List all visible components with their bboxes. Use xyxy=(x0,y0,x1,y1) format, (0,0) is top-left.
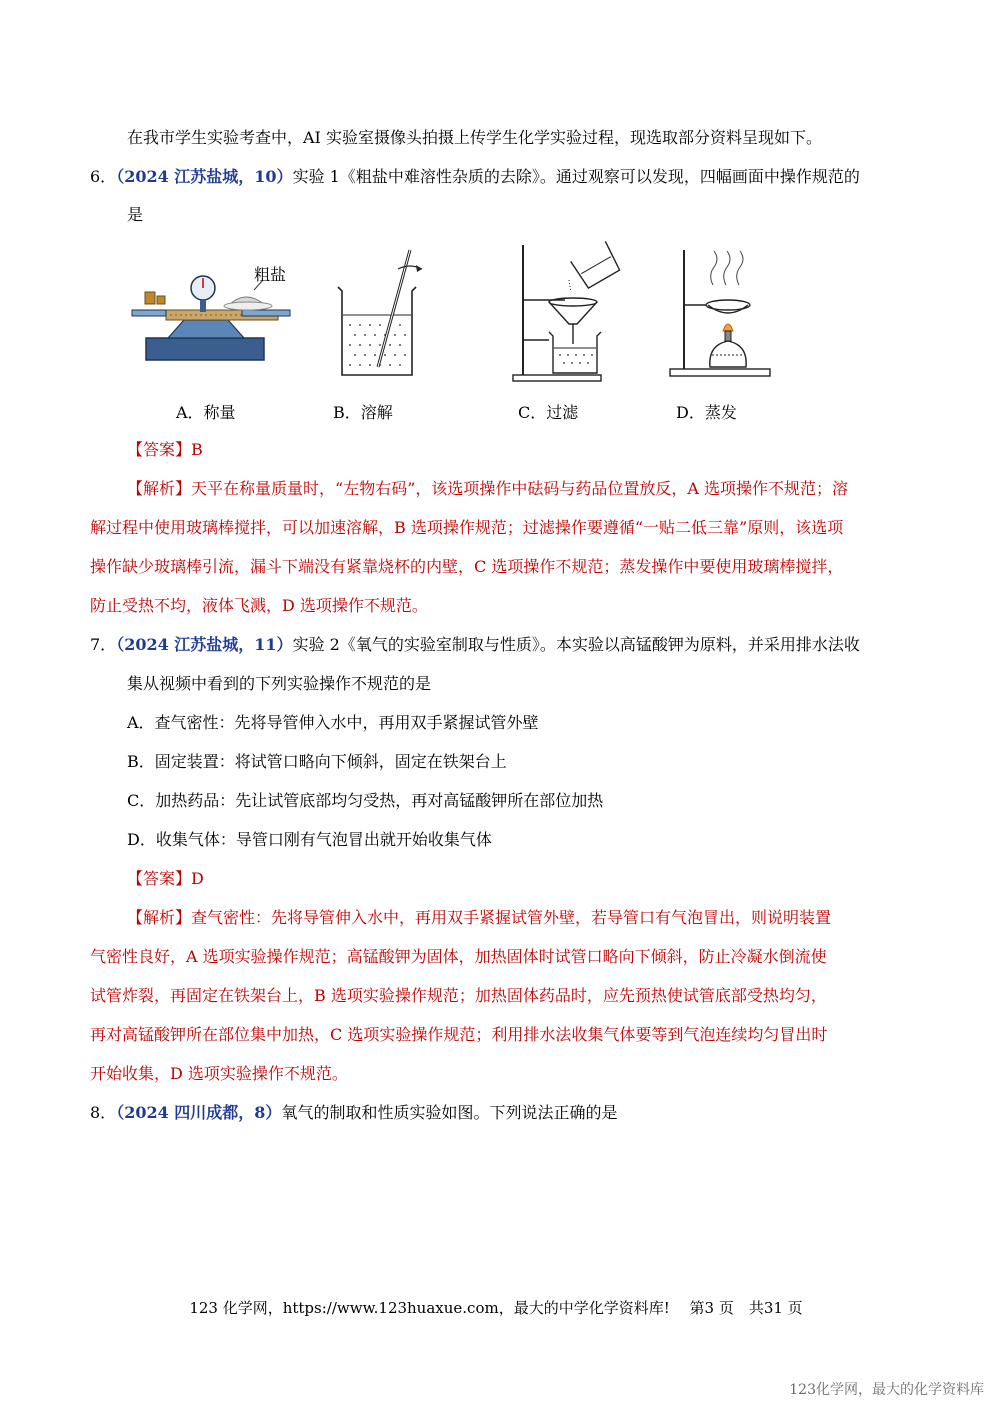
question-7-option-d: D．收集气体：导管口刚有气泡冒出就开始收集气体 xyxy=(127,830,492,849)
intro-text: 在我市学生实验考查中，AI 实验室摄像头拍摄上传学生化学实验过程，现选取部分资料呈现如下。 xyxy=(127,128,822,147)
question-6-analysis-line-3: 操作缺少玻璃棒引流，漏斗下端没有紧靠烧杯的内壁，C 选项操作不规范；蒸发操作中要使用玻璃棒搅拌， xyxy=(90,557,844,576)
question-8-source: （2024 四川成都，8） xyxy=(116,1103,282,1122)
question-6-number: 6． xyxy=(90,167,117,186)
question-7-answer xyxy=(127,868,204,890)
question-7-line-1 xyxy=(90,634,860,656)
site-watermark: 123化学网，最大的化学资料库 xyxy=(789,1382,984,1398)
question-6-line-1 xyxy=(90,166,860,188)
answer-tag: 【答案】 xyxy=(127,869,192,888)
evaporation-illustration xyxy=(668,245,778,380)
question-8-stem: 氧气的制取和性质实验如图。下列说法正确的是 xyxy=(281,1103,618,1122)
question-6-stem: 实验 1《粗盐中难溶性杂质的去除》。通过观察可以发现，四幅画面中操作规范的 xyxy=(292,167,860,186)
question-7-analysis-line-2: 气密性良好，A 选项实验操作规范；高锰酸钾为固体，加热固体时试管口略向下倾斜，防止冷凝水倒流使 xyxy=(90,947,827,966)
question-6-analysis-line-2: 解过程中使用玻璃棒搅拌，可以加速溶解，B 选项操作规范；过滤操作要遵循“一贴二低三靠”原则，该选项 xyxy=(90,518,844,537)
crude-salt-label: 粗盐 xyxy=(254,265,287,284)
question-7-source: （2024 江苏盐城，11） xyxy=(116,635,293,654)
question-8-line-1 xyxy=(90,1102,617,1124)
question-6-stem-cont: 是 xyxy=(127,205,144,224)
question-7-analysis-line-4: 再对高锰酸钾所在部位集中加热，C 选项实验操作规范；利用排水法收集气体要等到气泡连续均匀冒出时 xyxy=(90,1025,828,1044)
question-6-analysis-line-4: 防止受热不均，液体飞溅，D 选项操作不规范。 xyxy=(90,596,428,615)
analysis-tag: 【解析】 xyxy=(127,908,192,927)
option-c-filtering: C．过滤 xyxy=(518,403,579,422)
answer-tag: 【答案】 xyxy=(127,440,192,459)
answer-value: D xyxy=(191,869,204,888)
question-7-stem: 实验 2《氧气的实验室制取与性质》。本实验以高锰酸钾为原料，并采用排水法收 xyxy=(292,635,860,654)
question-7-analysis-line-5: 开始收集，D 选项实验操作不规范。 xyxy=(90,1064,348,1083)
option-d-evaporating: D．蒸发 xyxy=(676,403,737,422)
option-b-dissolving: B．溶解 xyxy=(333,403,393,422)
question-7-number: 7． xyxy=(90,635,117,654)
question-7-option-c: C．加热药品：先让试管底部均匀受热，再对高锰酸钾所在部位加热 xyxy=(127,791,604,810)
question-6-answer xyxy=(127,439,203,461)
question-7-analysis-line-1 xyxy=(127,907,831,929)
question-8-number: 8． xyxy=(90,1103,117,1122)
filtration-illustration xyxy=(505,240,625,385)
question-7-option-a: A．查气密性：先将导管伸入水中，再用双手紧握试管外壁 xyxy=(127,713,539,732)
answer-value: B xyxy=(191,440,203,459)
analysis-text: 天平在称量质量时，“左物右码”，该选项操作中砝码与药品位置放反，A 选项操作不规范；溶 xyxy=(191,479,849,498)
analysis-tag: 【解析】 xyxy=(127,479,192,498)
question-6-analysis-line-1 xyxy=(127,478,848,500)
question-7-analysis-line-3: 试管炸裂，再固定在铁架台上，B 选项实验操作规范；加热固体药品时，应先预热使试管底部受热均匀， xyxy=(90,986,827,1005)
question-7-stem-cont: 集从视频中看到的下列实验操作不规范的是 xyxy=(127,674,432,693)
option-a-weighing: A．称量 xyxy=(176,403,236,422)
analysis-text: 查气密性：先将导管伸入水中，再用双手紧握试管外壁，若导管口有气泡冒出，则说明装置 xyxy=(191,908,832,927)
page-footer: 123 化学网，https://www.123huaxue.com，最大的中学化学资料库! 第3 页 共31 页 xyxy=(189,1299,803,1317)
question-7-option-b: B．固定装置：将试管口略向下倾斜，固定在铁架台上 xyxy=(127,752,507,771)
question-6-source: （2024 江苏盐城，10） xyxy=(116,167,293,186)
dissolving-illustration xyxy=(330,245,440,380)
